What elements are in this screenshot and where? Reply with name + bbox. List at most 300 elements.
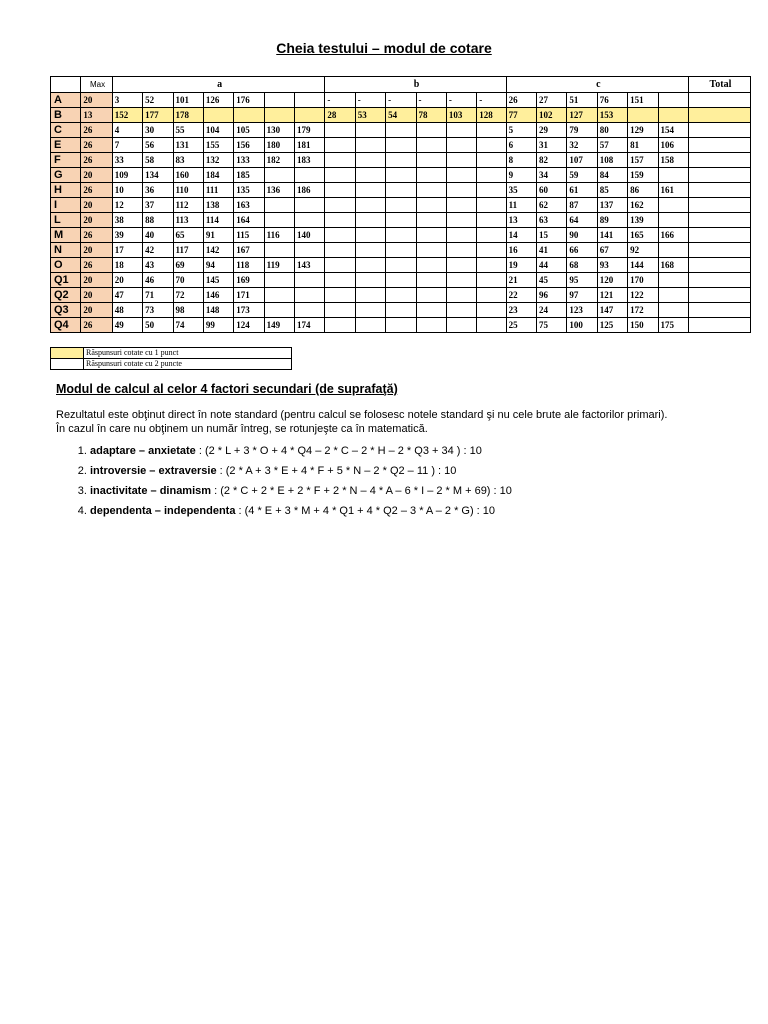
item-cell-c — [658, 168, 688, 183]
section-title: Modul de calcul al celor 4 factori secundari (de suprafaţă) — [56, 382, 398, 396]
total-cell — [688, 183, 750, 198]
item-cell-c — [658, 303, 688, 318]
total-cell — [688, 168, 750, 183]
table-row — [51, 123, 751, 138]
item-cell-b — [477, 303, 506, 318]
item-cell-a: 119 — [264, 258, 294, 273]
item-cell-a — [264, 303, 294, 318]
item-cell-c: 27 — [537, 93, 567, 108]
factor-label: L — [51, 213, 81, 228]
item-cell-b — [446, 258, 476, 273]
item-cell-a — [295, 273, 325, 288]
item-cell-a: 132 — [203, 153, 233, 168]
item-cell-a: 70 — [173, 273, 203, 288]
item-cell-a: 105 — [234, 123, 264, 138]
item-cell-b — [386, 138, 416, 153]
item-cell-b — [446, 318, 476, 333]
item-cell-b — [416, 213, 446, 228]
item-cell-b — [446, 123, 476, 138]
table-row — [51, 213, 751, 228]
item-cell-c: 106 — [658, 138, 688, 153]
item-cell-b — [386, 303, 416, 318]
table-row — [51, 228, 751, 243]
item-cell-b — [355, 288, 385, 303]
item-cell-b — [325, 123, 355, 138]
item-cell-b — [446, 273, 476, 288]
item-cell-b — [325, 168, 355, 183]
item-cell-b — [446, 288, 476, 303]
item-cell-c: 62 — [537, 198, 567, 213]
item-cell-b — [477, 213, 506, 228]
item-cell-c: 77 — [506, 108, 536, 123]
item-cell-a: 109 — [112, 168, 142, 183]
table-header-row — [51, 77, 751, 93]
item-cell-a — [295, 198, 325, 213]
item-cell-a: 40 — [143, 228, 173, 243]
item-cell-b — [446, 183, 476, 198]
group-c-header: c — [506, 77, 688, 93]
item-cell-b — [355, 183, 385, 198]
factor-label: Q3 — [51, 303, 81, 318]
item-cell-a: 112 — [173, 198, 203, 213]
item-cell-c: 34 — [537, 168, 567, 183]
total-cell — [688, 303, 750, 318]
formula-expression: : (2 * L + 3 * O + 4 * Q4 – 2 * C – 2 * H – 2 * Q3 + 34 ) : 10 — [195, 445, 482, 457]
formula-item — [90, 461, 768, 481]
item-cell-a — [264, 108, 294, 123]
item-cell-a — [295, 288, 325, 303]
item-cell-a: 183 — [295, 153, 325, 168]
total-cell — [688, 213, 750, 228]
item-cell-a: 72 — [173, 288, 203, 303]
item-cell-a: 182 — [264, 153, 294, 168]
item-cell-b — [446, 228, 476, 243]
item-cell-b — [325, 153, 355, 168]
table-row — [51, 243, 751, 258]
item-cell-a: 33 — [112, 153, 142, 168]
item-cell-c — [658, 243, 688, 258]
item-cell-a: 50 — [143, 318, 173, 333]
item-cell-b — [416, 198, 446, 213]
item-cell-c: 93 — [597, 258, 627, 273]
item-cell-c: 11 — [506, 198, 536, 213]
item-cell-c: 9 — [506, 168, 536, 183]
item-cell-a: 143 — [295, 258, 325, 273]
item-cell-b — [355, 228, 385, 243]
item-cell-c: 61 — [567, 183, 597, 198]
item-cell-c: 63 — [537, 213, 567, 228]
item-cell-c: 60 — [537, 183, 567, 198]
formula-name: adaptare – anxietate — [90, 445, 196, 457]
item-cell-a: 20 — [112, 273, 142, 288]
item-cell-b — [386, 153, 416, 168]
item-cell-b — [416, 153, 446, 168]
item-cell-c: 64 — [567, 213, 597, 228]
max-score: 20 — [81, 243, 112, 258]
item-cell-c: 19 — [506, 258, 536, 273]
item-cell-c: 81 — [628, 138, 658, 153]
item-cell-b — [477, 123, 506, 138]
item-cell-c: 23 — [506, 303, 536, 318]
legend-table — [50, 347, 292, 370]
item-cell-a: 58 — [143, 153, 173, 168]
table-row — [51, 318, 751, 333]
item-cell-a: 179 — [295, 123, 325, 138]
item-cell-a: 180 — [264, 138, 294, 153]
item-cell-b: - — [386, 93, 416, 108]
item-cell-c: 67 — [597, 243, 627, 258]
item-cell-a — [264, 198, 294, 213]
max-score: 20 — [81, 198, 112, 213]
table-row — [51, 138, 751, 153]
item-cell-a: 111 — [203, 183, 233, 198]
item-cell-c: 157 — [628, 153, 658, 168]
item-cell-c: 75 — [537, 318, 567, 333]
item-cell-b — [355, 153, 385, 168]
item-cell-b — [355, 123, 385, 138]
item-cell-a: 47 — [112, 288, 142, 303]
item-cell-c: 45 — [537, 273, 567, 288]
item-cell-a: 37 — [143, 198, 173, 213]
item-cell-a — [234, 108, 264, 123]
item-cell-b — [325, 288, 355, 303]
item-cell-b — [325, 198, 355, 213]
item-cell-a — [295, 243, 325, 258]
item-cell-b — [355, 318, 385, 333]
item-cell-a: 39 — [112, 228, 142, 243]
item-cell-a — [295, 213, 325, 228]
item-cell-a: 38 — [112, 213, 142, 228]
item-cell-b: - — [355, 93, 385, 108]
max-score: 26 — [81, 228, 112, 243]
item-cell-b — [446, 198, 476, 213]
item-cell-a: 18 — [112, 258, 142, 273]
total-cell — [688, 258, 750, 273]
item-cell-b — [325, 228, 355, 243]
factor-label: Q2 — [51, 288, 81, 303]
item-cell-c: 44 — [537, 258, 567, 273]
formula-item — [90, 501, 768, 521]
item-cell-a: 94 — [203, 258, 233, 273]
factor-label: I — [51, 198, 81, 213]
total-cell — [688, 243, 750, 258]
item-cell-a — [295, 168, 325, 183]
item-cell-a: 71 — [143, 288, 173, 303]
item-cell-b — [446, 153, 476, 168]
item-cell-b — [386, 168, 416, 183]
item-cell-b — [386, 258, 416, 273]
item-cell-b — [386, 198, 416, 213]
item-cell-b — [325, 213, 355, 228]
group-a-header: a — [112, 77, 325, 93]
item-cell-a: 176 — [234, 93, 264, 108]
legend-label-two-points: Răspunsuri cotate cu 2 puncte — [84, 359, 292, 370]
item-cell-a: 155 — [203, 138, 233, 153]
item-cell-b: 128 — [477, 108, 506, 123]
item-cell-c: 107 — [567, 153, 597, 168]
item-cell-a: 163 — [234, 198, 264, 213]
item-cell-a: 104 — [203, 123, 233, 138]
item-cell-b — [386, 228, 416, 243]
formula-item — [90, 481, 768, 501]
item-cell-c — [658, 273, 688, 288]
item-cell-a: 115 — [234, 228, 264, 243]
item-cell-a: 65 — [173, 228, 203, 243]
legend-swatch-one-point — [51, 348, 84, 359]
table-body — [51, 93, 751, 333]
item-cell-a: 42 — [143, 243, 173, 258]
item-cell-a: 133 — [234, 153, 264, 168]
item-cell-a: 69 — [173, 258, 203, 273]
item-cell-c: 147 — [597, 303, 627, 318]
max-score: 20 — [81, 168, 112, 183]
item-cell-c: 154 — [658, 123, 688, 138]
item-cell-b — [477, 198, 506, 213]
item-cell-c: 166 — [658, 228, 688, 243]
item-cell-c: 26 — [506, 93, 536, 108]
total-cell — [688, 93, 750, 108]
factor-label: B — [51, 108, 81, 123]
item-cell-a: 124 — [234, 318, 264, 333]
item-cell-b — [477, 258, 506, 273]
item-cell-b — [477, 273, 506, 288]
item-cell-c: 66 — [567, 243, 597, 258]
item-cell-a: 140 — [295, 228, 325, 243]
item-cell-b — [386, 123, 416, 138]
item-cell-a: 184 — [203, 168, 233, 183]
table-row — [51, 303, 751, 318]
item-cell-a: 126 — [203, 93, 233, 108]
factor-label: A — [51, 93, 81, 108]
item-cell-b — [446, 243, 476, 258]
item-cell-a — [264, 213, 294, 228]
total-cell — [688, 318, 750, 333]
item-cell-a: 117 — [173, 243, 203, 258]
table-row — [51, 273, 751, 288]
max-score: 20 — [81, 288, 112, 303]
item-cell-b — [355, 303, 385, 318]
item-cell-c: 151 — [628, 93, 658, 108]
table-row — [51, 168, 751, 183]
item-cell-c: 158 — [658, 153, 688, 168]
item-cell-b — [477, 183, 506, 198]
item-cell-c: 97 — [567, 288, 597, 303]
item-cell-c: 51 — [567, 93, 597, 108]
max-score: 20 — [81, 213, 112, 228]
item-cell-a: 177 — [143, 108, 173, 123]
item-cell-b — [355, 213, 385, 228]
item-cell-a: 145 — [203, 273, 233, 288]
item-cell-c: 24 — [537, 303, 567, 318]
total-cell — [688, 123, 750, 138]
item-cell-b — [416, 318, 446, 333]
item-cell-a: 134 — [143, 168, 173, 183]
item-cell-b: - — [477, 93, 506, 108]
item-cell-c: 86 — [628, 183, 658, 198]
item-cell-c: 15 — [537, 228, 567, 243]
item-cell-a: 10 — [112, 183, 142, 198]
table-row — [51, 288, 751, 303]
item-cell-c: 108 — [597, 153, 627, 168]
max-score: 26 — [81, 138, 112, 153]
item-cell-b — [355, 198, 385, 213]
max-score: 20 — [81, 93, 112, 108]
item-cell-a: 171 — [234, 288, 264, 303]
item-cell-c: 8 — [506, 153, 536, 168]
item-cell-a: 91 — [203, 228, 233, 243]
item-cell-a: 173 — [234, 303, 264, 318]
item-cell-c: 16 — [506, 243, 536, 258]
item-cell-b — [416, 243, 446, 258]
item-cell-c: 102 — [537, 108, 567, 123]
item-cell-b — [325, 138, 355, 153]
item-cell-c: 76 — [597, 93, 627, 108]
item-cell-a: 88 — [143, 213, 173, 228]
item-cell-b — [355, 168, 385, 183]
item-cell-c: 144 — [628, 258, 658, 273]
item-cell-b: 78 — [416, 108, 446, 123]
factor-label: G — [51, 168, 81, 183]
item-cell-c: 100 — [567, 318, 597, 333]
item-cell-c: 120 — [597, 273, 627, 288]
item-cell-a: 30 — [143, 123, 173, 138]
item-cell-c: 168 — [658, 258, 688, 273]
description-line: Rezultatul este obţinut direct în note standard (pentru calcul se folosesc notele standard şi nu cele brute ale factorilor primari). — [56, 409, 668, 421]
item-cell-c: 13 — [506, 213, 536, 228]
item-cell-a: 152 — [112, 108, 142, 123]
max-score: 26 — [81, 153, 112, 168]
item-cell-c: 32 — [567, 138, 597, 153]
max-score: 26 — [81, 183, 112, 198]
item-cell-c: 90 — [567, 228, 597, 243]
formula-item — [90, 441, 768, 461]
item-cell-b — [416, 228, 446, 243]
item-cell-a: 99 — [203, 318, 233, 333]
factor-label: F — [51, 153, 81, 168]
item-cell-b — [416, 303, 446, 318]
item-cell-c: 170 — [628, 273, 658, 288]
item-cell-c: 96 — [537, 288, 567, 303]
item-cell-b: 103 — [446, 108, 476, 123]
item-cell-c — [658, 198, 688, 213]
item-cell-b: - — [325, 93, 355, 108]
item-cell-a: 169 — [234, 273, 264, 288]
max-score: 26 — [81, 123, 112, 138]
item-cell-b — [386, 183, 416, 198]
item-cell-a: 101 — [173, 93, 203, 108]
total-cell — [688, 288, 750, 303]
formula-list — [56, 441, 768, 521]
item-cell-c: 137 — [597, 198, 627, 213]
item-cell-a — [295, 93, 325, 108]
item-cell-c — [628, 108, 658, 123]
max-score: 26 — [81, 318, 112, 333]
item-cell-a: 135 — [234, 183, 264, 198]
item-cell-a: 118 — [234, 258, 264, 273]
item-cell-c: 127 — [567, 108, 597, 123]
item-cell-c: 87 — [567, 198, 597, 213]
item-cell-b — [477, 243, 506, 258]
item-cell-c: 31 — [537, 138, 567, 153]
item-cell-c: 59 — [567, 168, 597, 183]
item-cell-b — [446, 213, 476, 228]
item-cell-b — [386, 243, 416, 258]
item-cell-a: 167 — [234, 243, 264, 258]
item-cell-c: 122 — [628, 288, 658, 303]
item-cell-b — [355, 138, 385, 153]
factor-label: Q1 — [51, 273, 81, 288]
item-cell-c — [658, 93, 688, 108]
item-cell-b — [416, 123, 446, 138]
item-cell-a: 181 — [295, 138, 325, 153]
max-score: 13 — [81, 108, 112, 123]
item-cell-a — [264, 243, 294, 258]
item-cell-a — [264, 288, 294, 303]
item-cell-b — [446, 303, 476, 318]
item-cell-a — [295, 108, 325, 123]
item-cell-b: 28 — [325, 108, 355, 123]
item-cell-c: 21 — [506, 273, 536, 288]
item-cell-a: 83 — [173, 153, 203, 168]
item-cell-b — [325, 258, 355, 273]
item-cell-b — [325, 183, 355, 198]
formula-expression: : (4 * E + 3 * M + 4 * Q1 + 4 * Q2 – 3 * A – 2 * G) : 10 — [235, 505, 496, 517]
item-cell-c: 79 — [567, 123, 597, 138]
total-cell — [688, 228, 750, 243]
item-cell-b — [477, 138, 506, 153]
item-cell-a: 131 — [173, 138, 203, 153]
factor-label: O — [51, 258, 81, 273]
item-cell-b — [416, 138, 446, 153]
item-cell-a: 52 — [143, 93, 173, 108]
item-cell-b — [477, 288, 506, 303]
item-cell-a — [264, 168, 294, 183]
item-cell-c: 161 — [658, 183, 688, 198]
total-cell — [688, 198, 750, 213]
item-cell-c: 25 — [506, 318, 536, 333]
item-cell-c: 85 — [597, 183, 627, 198]
item-cell-c: 84 — [597, 168, 627, 183]
formula-expression: : (2 * C + 2 * E + 2 * F + 2 * N – 4 * A – 6 * I – 2 * M + 69) : 10 — [211, 485, 512, 497]
item-cell-b — [325, 318, 355, 333]
item-cell-c: 150 — [628, 318, 658, 333]
item-cell-a: 138 — [203, 198, 233, 213]
item-cell-a: 185 — [234, 168, 264, 183]
item-cell-b — [416, 258, 446, 273]
item-cell-c: 172 — [628, 303, 658, 318]
item-cell-c: 68 — [567, 258, 597, 273]
item-cell-b: 53 — [355, 108, 385, 123]
item-cell-c: 57 — [597, 138, 627, 153]
group-b-header: b — [325, 77, 506, 93]
item-cell-a: 160 — [173, 168, 203, 183]
formula-name: inactivitate – dinamism — [90, 485, 212, 497]
total-cell — [688, 138, 750, 153]
item-cell-b — [477, 153, 506, 168]
item-cell-b — [325, 243, 355, 258]
item-cell-a: 156 — [234, 138, 264, 153]
item-cell-a: 56 — [143, 138, 173, 153]
item-cell-a: 98 — [173, 303, 203, 318]
item-cell-a: 73 — [143, 303, 173, 318]
legend-row — [51, 348, 292, 359]
item-cell-c: 123 — [567, 303, 597, 318]
item-cell-b: - — [416, 93, 446, 108]
item-cell-c: 80 — [597, 123, 627, 138]
legend-label-one-point: Răspunsuri cotate cu 1 punct — [84, 348, 292, 359]
item-cell-a: 149 — [264, 318, 294, 333]
item-cell-a: 49 — [112, 318, 142, 333]
